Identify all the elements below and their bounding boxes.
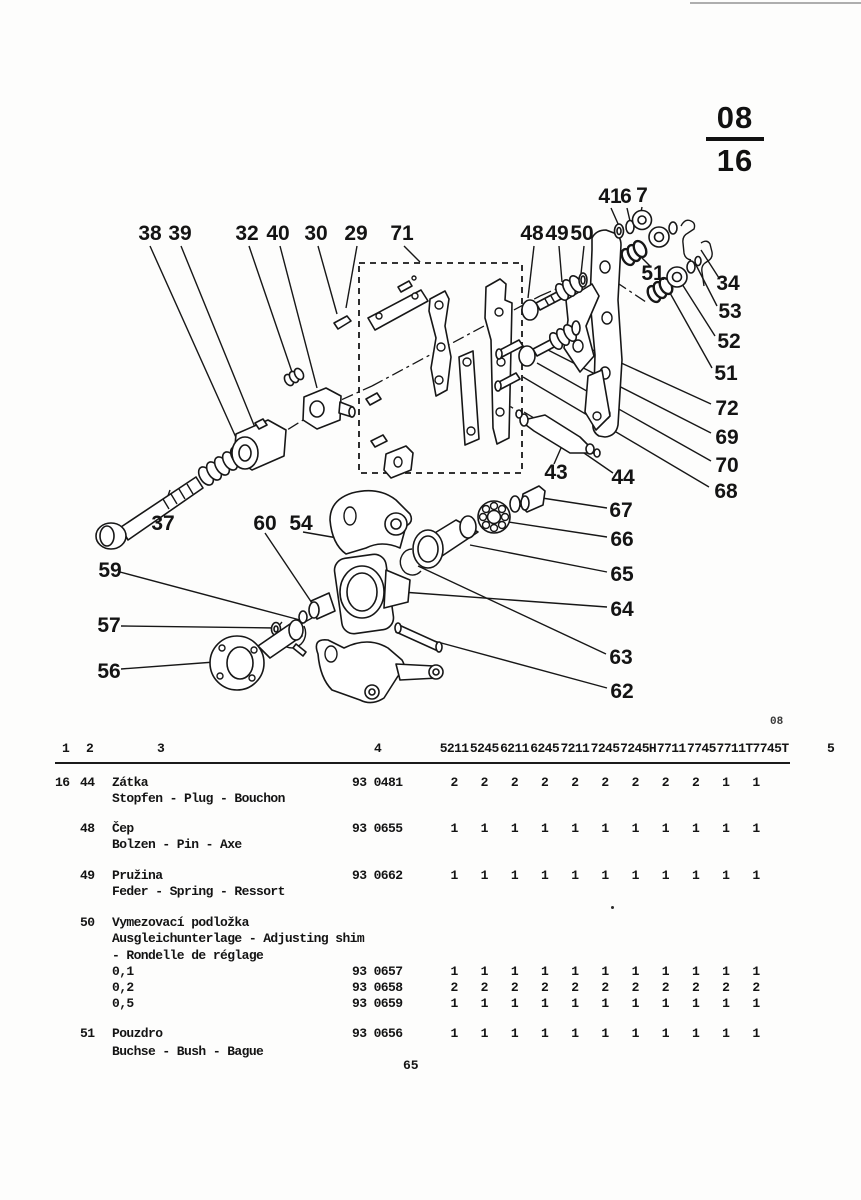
cell-value: 2 — [480, 980, 488, 995]
qty-row — [439, 775, 779, 790]
cell-value: 1 — [510, 996, 519, 1011]
part-number: 93 0656 — [352, 1026, 403, 1041]
part-housing-39 — [232, 419, 286, 470]
cell-value: 1 — [752, 964, 760, 979]
part-label: 51 — [641, 262, 665, 285]
cell-value: 1 — [510, 1026, 519, 1041]
table-row-translation — [0, 931, 861, 947]
part-spring-32 — [283, 367, 306, 387]
cell-value: 1 — [571, 996, 579, 1011]
table-row-translation — [0, 884, 861, 900]
qty-row — [439, 868, 779, 883]
part-label: 6 — [620, 185, 632, 208]
qty-row — [439, 1026, 779, 1041]
header-col-3: 3 — [157, 741, 165, 756]
part-label: 71 — [390, 222, 414, 245]
cell-value: 2 — [691, 775, 700, 790]
header-col-4: 4 — [374, 741, 382, 756]
cell-value: 1 — [631, 1026, 639, 1041]
part-label: 51 — [714, 362, 738, 385]
part-label: 57 — [97, 614, 121, 637]
cell-value: 1 — [480, 964, 488, 979]
part-name: Čep — [112, 821, 134, 836]
part-label: 48 — [520, 222, 544, 245]
cell-value: 5245 — [469, 741, 499, 756]
part-label: 72 — [715, 397, 739, 420]
cell-value: 1 — [571, 964, 579, 979]
cell-value: 1 — [752, 775, 760, 790]
table-row-translation — [0, 791, 861, 807]
cell-value: 1 — [601, 996, 609, 1011]
cell-value: 1 — [480, 868, 488, 883]
cell-value: 1 — [722, 996, 730, 1011]
cell-value: 2 — [541, 980, 549, 995]
header-overflow-col: 5 — [827, 741, 835, 756]
table-row-translation — [0, 948, 861, 964]
table-row-variant — [0, 980, 861, 996]
part-label: 63 — [609, 646, 633, 669]
cell-value: 1 — [752, 868, 760, 883]
part-bolt-48-lower — [519, 339, 556, 366]
cell-value: 2 — [480, 775, 488, 790]
cell-value: 6211 — [500, 741, 529, 756]
cell-value: 2 — [571, 775, 579, 790]
cell-value: 1 — [541, 868, 549, 883]
cell-value: 1 — [661, 964, 669, 979]
cell-value: 2 — [571, 980, 579, 995]
part-block-40 — [303, 388, 355, 429]
part-label: 52 — [717, 330, 741, 353]
cell-value: 1 — [601, 821, 609, 836]
part-bolt-37 — [96, 477, 203, 549]
cell-value: 1 — [691, 1026, 700, 1041]
header-rule — [55, 762, 790, 764]
table-header-row — [0, 741, 861, 757]
table-row-translation — [0, 837, 861, 853]
cell-value: 1 — [752, 996, 760, 1011]
part-name-translations: Bolzen - Pin - Axe — [112, 837, 242, 852]
table-row-variant — [0, 964, 861, 980]
cell-value: 2 — [631, 775, 639, 790]
cell-value: 1 — [722, 1026, 730, 1041]
cell-value: 1 — [722, 821, 730, 836]
part-label: 69 — [715, 426, 739, 449]
header-col-2: 2 — [86, 741, 94, 756]
cell-value: 1 — [691, 996, 700, 1011]
cell-value: 1 — [691, 964, 700, 979]
cell-value: 1 — [601, 868, 609, 883]
table-row-translation — [0, 1044, 861, 1060]
part-shim-50-lower — [572, 321, 580, 335]
cell-value: 2 — [601, 980, 609, 995]
part-label: 50 — [570, 222, 594, 245]
cell-value: 1 — [571, 821, 579, 836]
cell-value: 2 — [661, 775, 669, 790]
page-number: 65 — [403, 1058, 419, 1073]
part-name: Vymezovací podložka — [112, 915, 249, 930]
part-label: 60 — [253, 512, 277, 535]
part-label: 70 — [715, 454, 739, 477]
part-label: 64 — [610, 598, 634, 621]
table-row — [0, 1026, 861, 1042]
sheet-number: 16 — [716, 143, 754, 178]
cell-value: 1 — [631, 996, 639, 1011]
part-name-translations: Stopfen - Plug - Bouchon — [112, 791, 285, 806]
table-row — [0, 915, 861, 931]
cell-value: 2 — [510, 980, 519, 995]
cell-value: 2 — [601, 775, 609, 790]
part-nut-7 — [633, 211, 652, 230]
part-label: 7 — [636, 184, 648, 207]
cell-value: 1 — [450, 996, 458, 1011]
part-label: 62 — [610, 680, 634, 703]
cell-value: 2 — [691, 980, 700, 995]
part-label: 29 — [344, 222, 368, 245]
cell-value: 1 — [752, 1026, 760, 1041]
cell-value: 2 — [510, 775, 519, 790]
variant-size: 0,5 — [112, 996, 134, 1011]
part-name: Pouzdro — [112, 1026, 163, 1041]
cell-value: 1 — [661, 996, 669, 1011]
header-col-1: 1 — [62, 741, 70, 756]
part-name-translations: Buchse - Bush - Bague — [112, 1044, 264, 1059]
cell-value: 1 — [510, 821, 519, 836]
part-label: 39 — [168, 222, 192, 245]
part-label: 53 — [718, 300, 742, 323]
part-sleeve-65 — [413, 516, 478, 568]
part-label: 40 — [266, 222, 290, 245]
part-label: 37 — [151, 512, 175, 535]
cell-value: 1 — [661, 1026, 669, 1041]
pos-number: 44 — [80, 775, 95, 790]
table-row-variant — [0, 996, 861, 1012]
cell-value: 1 — [601, 1026, 609, 1041]
corner-mark: 08 — [770, 716, 784, 728]
table-row — [0, 775, 861, 791]
cell-value: 1 — [661, 821, 669, 836]
pos-number: 51 — [80, 1026, 95, 1041]
part-label: 44 — [611, 466, 635, 489]
cell-value: 1 — [450, 821, 458, 836]
part-number: 93 0658 — [352, 980, 403, 995]
cell-value: 1 — [691, 821, 700, 836]
part-label: 32 — [235, 222, 259, 245]
cell-value: 1 — [480, 996, 488, 1011]
part-label: 49 — [545, 222, 569, 245]
part-number: 93 0662 — [352, 868, 403, 883]
qty-row — [439, 996, 779, 1011]
part-nut-52 — [667, 257, 701, 288]
pos-number: 49 — [80, 868, 95, 883]
variant-size: 0,2 — [112, 980, 134, 995]
cell-value: 5211 — [439, 741, 469, 756]
part-bearing-66 — [478, 501, 510, 533]
part-yoke-upper-54 — [330, 491, 411, 554]
cell-value: 1 — [541, 1026, 549, 1041]
cell-value: 7245H — [620, 741, 657, 756]
cell-value: 1 — [480, 1026, 488, 1041]
part-cylinder-60 — [299, 593, 335, 623]
cell-value: 1 — [571, 868, 579, 883]
cell-value: 1 — [541, 821, 549, 836]
part-nut-53 — [649, 222, 677, 247]
cell-value: 1 — [450, 964, 458, 979]
part-label: 41 — [598, 185, 622, 208]
part-label: 43 — [544, 461, 568, 484]
cell-value: 1 — [722, 775, 730, 790]
part-pin-62 — [395, 623, 442, 652]
cell-value: 1 — [722, 868, 730, 883]
cell-value: 1 — [631, 964, 639, 979]
cell-value: 1 — [631, 821, 639, 836]
qty-row — [439, 980, 779, 995]
cell-value: 1 — [450, 1026, 458, 1041]
cell-value: 7245 — [590, 741, 620, 756]
part-number: 93 0481 — [352, 775, 403, 790]
part-label: 65 — [610, 563, 634, 586]
cell-value: 7711 — [656, 741, 686, 756]
cell-value: 6245 — [530, 741, 560, 756]
pos-number: 50 — [80, 915, 95, 930]
part-label: 56 — [97, 660, 121, 683]
part-yoke-lower — [316, 640, 443, 703]
cell-value: 1 — [691, 868, 700, 883]
part-flange-56 — [210, 620, 303, 690]
cell-value: 2 — [752, 980, 760, 995]
part-link-34 — [681, 220, 695, 260]
cell-value: 2 — [541, 775, 549, 790]
cell-value: 2 — [661, 980, 669, 995]
cell-value: 1 — [510, 868, 519, 883]
variant-size: 0,1 — [112, 964, 134, 979]
cell-value: 1 — [480, 821, 488, 836]
part-label: 67 — [609, 499, 633, 522]
part-shim-50-upper — [579, 273, 587, 287]
part-name-translations: Ausgleichunterlage - Adjusting shim — [112, 931, 365, 946]
cell-value: 1 — [450, 868, 458, 883]
cell-value: 1 — [601, 964, 609, 979]
part-name-translations: Feder - Spring - Ressort — [112, 884, 285, 899]
cell-value: 2 — [450, 980, 458, 995]
table-row — [0, 821, 861, 837]
scan-speck — [611, 906, 614, 909]
part-number: 93 0659 — [352, 996, 403, 1011]
cell-value: 1 — [510, 964, 519, 979]
cell-value: 1 — [541, 964, 549, 979]
cell-value: 1 — [631, 868, 639, 883]
part-label: 54 — [289, 512, 313, 535]
part-number: 93 0655 — [352, 821, 403, 836]
part-label: 68 — [714, 480, 738, 503]
part-name: Pružina — [112, 868, 163, 883]
cell-value: 2 — [722, 980, 730, 995]
cell-value: 1 — [571, 1026, 579, 1041]
part-name: Zátka — [112, 775, 149, 790]
part-label: 34 — [716, 272, 740, 295]
part-label: 38 — [138, 222, 162, 245]
cell-value: 1 — [661, 868, 669, 883]
cell-value: 1 — [722, 964, 730, 979]
part-label: 66 — [610, 528, 634, 551]
part-name-translations: - Rondelle de réglage — [112, 948, 264, 963]
pos-number: 48 — [80, 821, 95, 836]
part-pin-29 — [334, 316, 351, 329]
cell-value: 1 — [541, 996, 549, 1011]
part-label: 59 — [98, 559, 122, 582]
cell-value: 1 — [752, 821, 760, 836]
cell-value: 7711T — [716, 741, 753, 756]
qty-row — [439, 964, 779, 979]
cell-value: 7745 — [687, 741, 716, 756]
part-cap-67 — [510, 486, 545, 512]
section-number: 08 — [706, 100, 764, 141]
header-model-columns — [439, 741, 789, 756]
cell-value: 7745T — [752, 741, 789, 756]
table-row — [0, 868, 861, 884]
cell-value: 2 — [631, 980, 639, 995]
fig-ref: 16 — [55, 775, 70, 790]
part-label: 30 — [304, 222, 328, 245]
cell-value: 2 — [450, 775, 458, 790]
qty-row — [439, 821, 779, 836]
cell-value: 7211 — [560, 741, 590, 756]
part-number: 93 0657 — [352, 964, 403, 979]
